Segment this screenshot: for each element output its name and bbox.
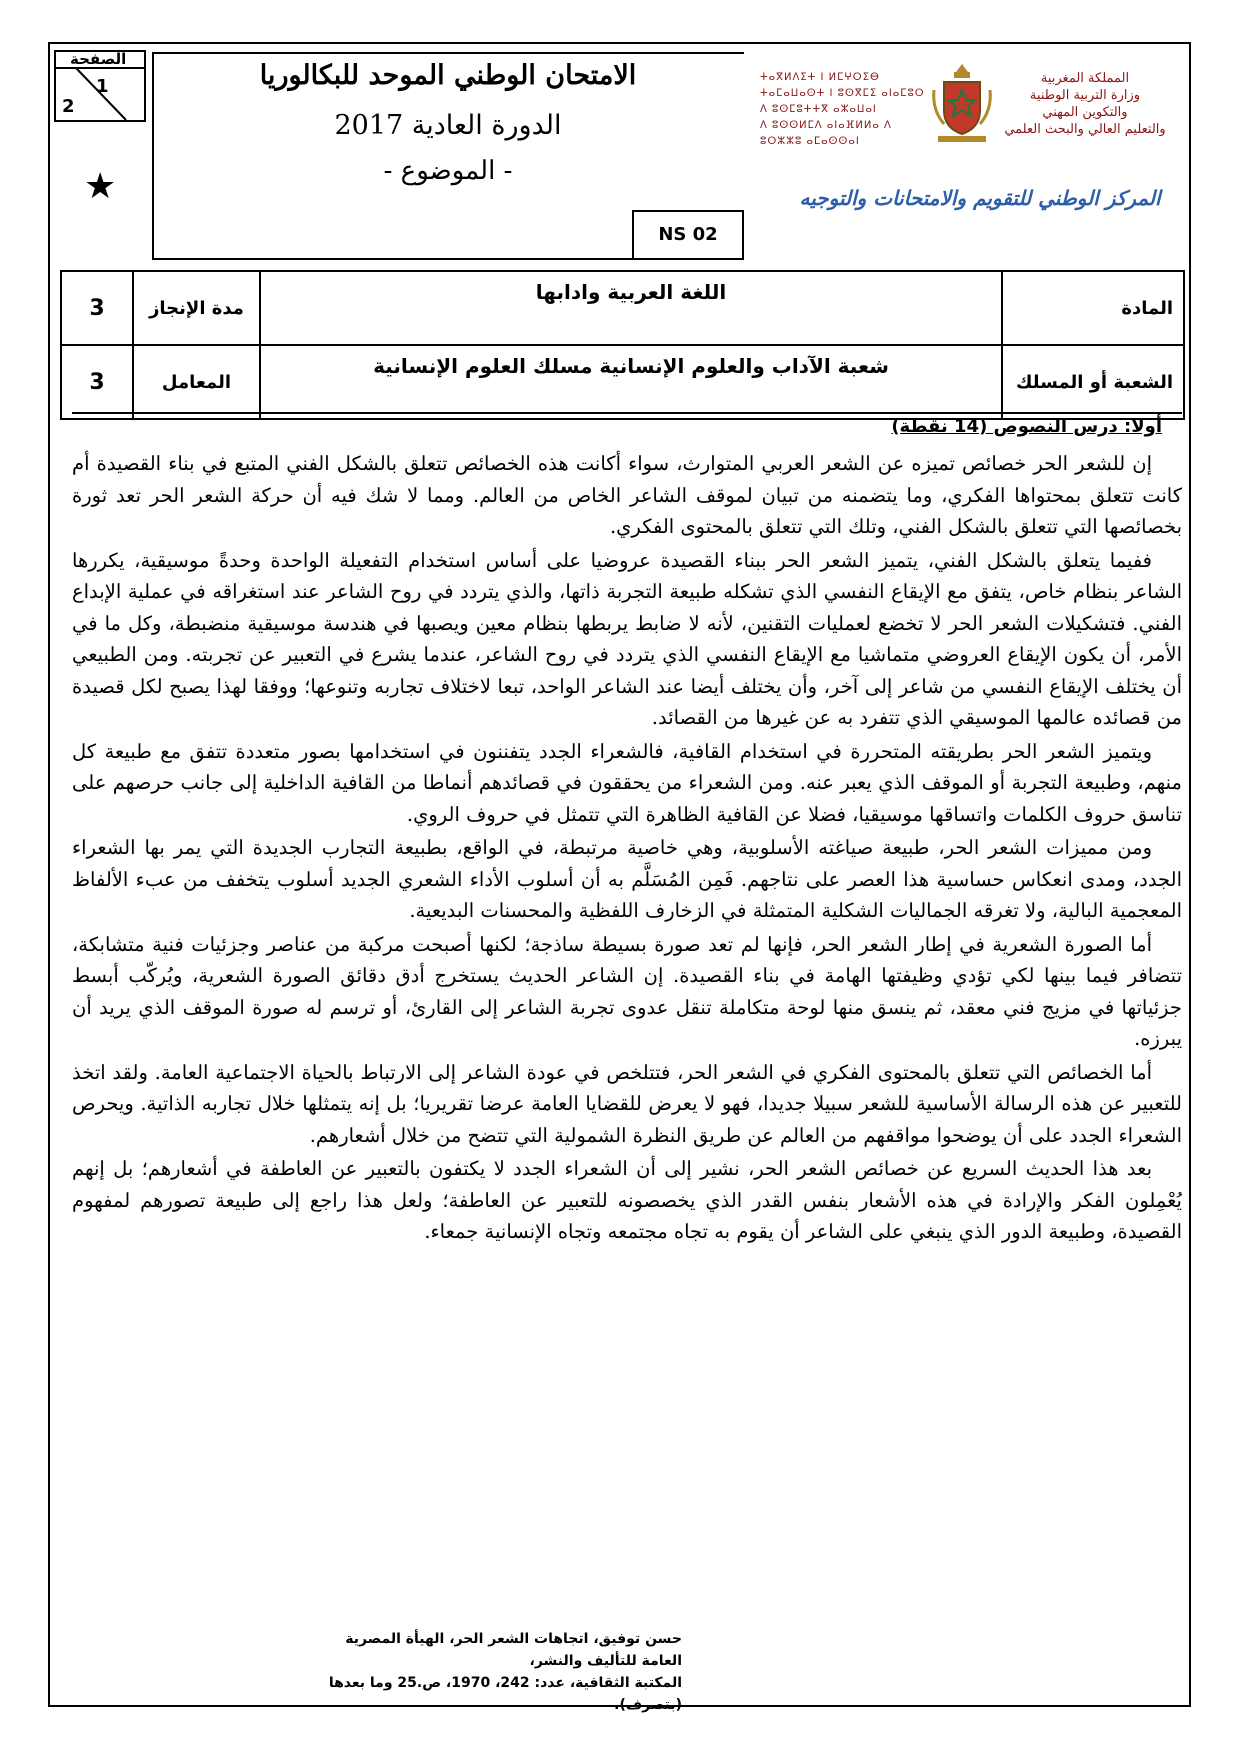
duration-value: 3 bbox=[61, 271, 133, 345]
amazigh-line: ⵜⴰⴳⵍⴷⵉⵜ ⵏ ⵍⵎⵖⵔⵉⴱ bbox=[760, 72, 880, 83]
exam-session: الدورة العادية 2017 bbox=[334, 110, 562, 141]
duration-label: مدة الإنجاز bbox=[133, 271, 260, 345]
page-number-box bbox=[54, 50, 146, 122]
citation bbox=[300, 1628, 682, 1716]
amazigh-line: ⵜⴰⵎⴰⵡⴰⵙⵜ ⵏ ⵓⵙⴳⵎⵉ ⴰⵏⴰⵎⵓⵔ bbox=[760, 88, 925, 99]
divider bbox=[72, 412, 1182, 414]
ministry-line: والتعليم العالي والبحث العلمي bbox=[1004, 122, 1166, 137]
branch-key: الشعبة أو المسلك bbox=[1002, 345, 1184, 419]
branch-row bbox=[61, 345, 1184, 419]
paragraph: أما الصورة الشعرية في إطار الشعر الحر، فإنها لم تعد صورة بسيطة ساذجة؛ لكنها أصبحت مركبة من عناصر وجزئيات فنية متشابكة، تتضافر فيما بينها لكي تؤدي وظيفتها الهامة في بناء القصيدة. إن الشاعر الحديث يستخرج أدق دقائق الصورة الشعرية، ويُركّب أبسط جزئياتها في مزيج فني معقد، ثم ينسق منها لوحة متكاملة تنقل عدوى تجربة الشاعر إلى القارئ، أو ترسم له صورة الموقف الذي يريد أن يبرزه. bbox=[72, 932, 1182, 1050]
star-icon: ★ bbox=[84, 166, 117, 207]
paragraph: ففيما يتعلق بالشكل الفني، يتميز الشعر الحر ببناء القصيدة عروضيا على أساس استخدام التفعيلة الواحدة وحدةً موسيقية، يكررها الشاعر بنظام خاص، يتفق مع الإيقاع النفسي الذي تشكله طبيعة التجربة ذاتها، والذي يتردد في روح الشاعر عند استغراقه في عملية الإبداع الفني. فتشكيلات الشعر الحر لا تخضع لعمليات التقنين، لأنه لا ضابط يربطها بنظام معين ويصبها في هندسة موسيقية منضبطة، وكل ما في الأمر، أن يكون الإيقاع العروضي متماشيا مع الإيقاع النفسي الذي يتردد في روح الشاعر، عندما يشرع في التعبير عن تجربته. ومن الطبيعي أن يختلف الإيقاع النفسي من شاعر إلى آخر، وأن يختلف أيضا عند الشاعر الواحد، تبعا لاختلاف تجاربه وتنوعها؛ ووفقا لهذا يصبح لكل قصيدة من قصائده عالمها الموسيقي الذي تتفرد به عن غيرها من القصائد. bbox=[72, 548, 1182, 729]
coat-of-arms-icon bbox=[930, 60, 994, 146]
page-total: 2 bbox=[62, 96, 75, 117]
paragraph: ويتميز الشعر الحر بطريقته المتحررة في استخدام القافية، فالشعراء الجدد يتفننون في استخدامها بصور متعددة تتفق مع طبيعة كل منهم، وطبيعة التجربة أو الموقف الذي يعبر عنه. ومن الشعراء من يحققون في قصائدهم أنماطا من القافية الداخلية إلى جانب حرصهم على تناسق حروف الكلمات واتساقها موسيقيا، فضلا عن القافية الظاهرة التي تتمثل في حروف الروي. bbox=[72, 739, 1182, 826]
branch-value: شعبة الآداب والعلوم الإنسانية مسلك العلوم الإنسانية bbox=[260, 345, 1002, 419]
paragraph: إن للشعر الحر خصائص تميزه عن الشعر العربي المتوارث، سواء أكانت هذه الخصائص تتعلق بالشكل الفني المتبع في بناء القصيدة أم كانت تتعلق بمحتواها الفكري، وما يتضمنه من تبيان لموقف الشاعر الخاص من العالم. ومما لا شك فيه أن حركة الشعر الحر تعد ثورة بخصائصها التي تتعلق بالشكل الفني، وتلك التي تتعلق بالمحتوى الفكري. bbox=[72, 452, 1182, 538]
page-current: 1 bbox=[96, 76, 109, 97]
coefficient-value: 3 bbox=[61, 345, 133, 419]
subject-label: - الموضوع - bbox=[383, 156, 513, 186]
page-label: الصفحة bbox=[70, 50, 127, 68]
amazigh-ministry-name bbox=[760, 70, 930, 150]
subject-value: اللغة العربية وادابها bbox=[260, 271, 1002, 345]
ministry-line: المملكة المغربية bbox=[1040, 71, 1130, 86]
subject-key: المادة bbox=[1002, 271, 1184, 345]
ministry-line: وزارة التربية الوطنية bbox=[1029, 88, 1141, 103]
amazigh-line: ⴷ ⵓⵙⵙⵍⵎⴷ ⴰⵏⴰⴼⵍⵍⴰ ⴷ ⵓⵔⵣⵣⵓ ⴰⵎⴰⵙⵙⴰⵏ bbox=[760, 120, 892, 147]
exam-center-name: المركز الوطني للتقويم والامتحانات والتوجيه bbox=[799, 186, 1161, 210]
reading-text bbox=[72, 448, 1182, 1250]
subject-row bbox=[61, 271, 1184, 345]
paragraph: أما الخصائص التي تتعلق بالمحتوى الفكري في الشعر الحر، فتتلخص في عودة الشاعر إلى الارتباط بالحياة الاجتماعية العامة. ولقد اتخذ للتعبير عن هذه الرسالة الأساسية للشعر سبيلا جديدا، فهو لا يعرض للقضايا العامة عرضا تقريريا؛ بل إنه يتمثلها خلال تجاربه الذاتية. ويحرص الشعراء الجدد على أن يوضحوا مواقفهم من العالم عن طريق النظرة الشمولية التي تتضح من خلال أشعارهم. bbox=[72, 1060, 1182, 1147]
ministry-name bbox=[1000, 70, 1170, 138]
exam-code: NS 02 bbox=[632, 210, 744, 260]
exam-info-table bbox=[60, 270, 1185, 420]
exam-title: الامتحان الوطني الموحد للبكالوريا bbox=[259, 60, 637, 91]
citation-line: حسن توفيق، اتجاهات الشعر الحر، الهيأة المصرية العامة للتأليف والنشر، bbox=[345, 1631, 682, 1669]
section-title: أولا: درس النصوص (14 نقطة) bbox=[891, 416, 1162, 437]
amazigh-line: ⴷ ⵓⵙⵎⵓⵜⵜⴳ ⴰⵣⴰⵡⴰⵏ bbox=[760, 104, 877, 115]
citation-line: المكتبة الثقافية، عدد: 242، 1970، ص.25 وما بعدها (بتصرف). bbox=[328, 1675, 682, 1713]
ministry-line: والتكوين المهني bbox=[1042, 105, 1128, 120]
paragraph: ومن مميزات الشعر الحر، طبيعة صياغته الأسلوبية، وهي خاصية مرتبطة، في الواقع، بطبيعة التجارب الجديدة التي يمر بها الشعراء الجدد، ومدى انعكاس حساسية هذا العصر على نتاجهم. فَمِن المُسَلَّم به أن أسلوب الأداء الشعري الجديد أسلوب يتخفف من عبء الألفاظ المعجمية البالية، ولا تغرقه الجماليات الشكلية المتمثلة في الزخارف اللفظية والمحسنات البديعية. bbox=[72, 836, 1182, 922]
coefficient-label: المعامل bbox=[133, 345, 260, 419]
paragraph: بعد هذا الحديث السريع عن خصائص الشعر الحر، نشير إلى أن الشعراء الجدد لا يكتفون بالتعبير عن العاطفة في أشعارهم؛ بل إنهم يُعْمِلون الفكر والإرادة في هذه الأشعار بنفس القدر الذي يخصصونه للتعبير عن العاطفة؛ ولعل هذا راجع إلى طبيعة تصورهم لمفهوم القصيدة، وطبيعة الدور الذي ينبغي على الشاعر أن يقوم به تجاه مجتمعه وتجاه الإنسانية جمعاء. bbox=[72, 1157, 1182, 1243]
